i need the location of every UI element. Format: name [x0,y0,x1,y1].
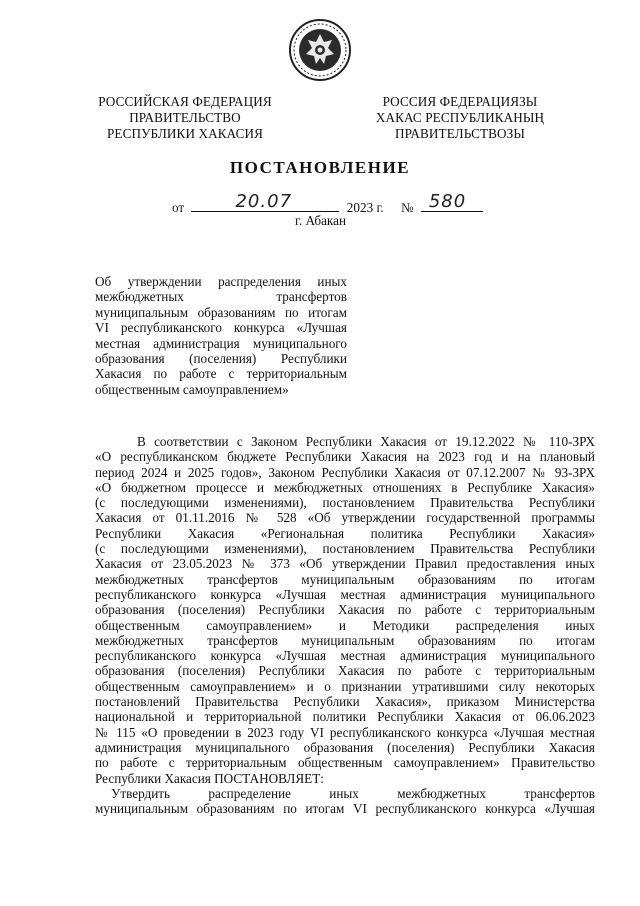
subject-line: межбюджетных трансфертов [95,289,347,305]
subject-line: VI республиканского конкурса «Лучшая [95,320,347,336]
header-left-line: РЕСПУБЛИКИ ХАКАСИЯ [107,126,263,141]
body-line: постановлений Правительства Республики Хакасия», приказом Министерства [95,694,595,710]
body-line: национальной и территориальной политики Республики Хакасия от 06.06.2023 [95,709,595,725]
body-line: (с последующими изменениями), постановлением Правительства Республики [95,541,595,557]
body-text [95,434,595,816]
body-line: межбюджетных трансфертов муниципальным образованиям по итогам [95,632,595,648]
year-label: 2023 г. [346,200,384,215]
body-line: общественным самоуправлением» и Методики распределения иных [95,617,595,633]
number-field [421,191,483,212]
coat-of-arms-emblem-icon [288,18,352,82]
subject-line: местная администрация муниципального [95,335,347,351]
subject-line: общественным самоуправлением» [95,381,289,397]
header-right-line: ХАКАС РЕСПУБЛИКАНЫҢ [375,110,545,125]
subject-line: муниципальным образованиям по итогам [95,304,347,320]
body-line: В соответствии с Законом Республики Хакасия от 19.12.2022 № 110-ЗРХ [137,434,595,449]
header-right-block [360,94,560,142]
document-title: ПОСТАНОВЛЕНИЕ [229,158,411,177]
body-line: № 115 «О проведении в 2023 году VI республиканского конкурса «Лучшая местная [95,724,595,740]
subject-block [95,274,347,397]
date-field [191,191,339,212]
body-line: «О республиканском бюджете Республики Хакасия на 2023 год и на плановый [95,449,595,465]
city-label: г. Абакан [295,213,347,228]
body-line: Республики Хакасия «Региональная политика Республики Хакасия» [95,525,595,541]
subject-line: Об утверждении распределения иных [95,274,347,289]
body-line: период 2024 и 2025 годов», Законом Республики Хакасия от 07.12.2007 № 93-ЗРХ [95,464,595,480]
number-sign: № [400,200,414,215]
body-line: Хакасия от 01.11.2016 № 528 «Об утверждении государственной программы [95,510,595,526]
date-handwritten: 20.07 [235,191,293,212]
body-line: муниципальным образованиям по итогам VI республиканского конкурса «Лучшая [95,801,595,817]
body-line: администрация муниципального образования (поселения) Республики Хакасия [95,739,595,755]
body-line: общественным самоуправлением» и о признании утратившими силу некоторых [95,678,595,694]
subject-line: образования (поселения) Республики [95,351,347,367]
header-right-line: ПРАВИТЕЛЬСТВОЗЫ [395,126,525,141]
body-line: республиканского конкурса «Лучшая местная администрация муниципального [95,648,595,664]
body-line: (с последующими изменениями), постановлением Правительства Республики [95,495,595,511]
subject-line: Хакасия по работе с территориальным [95,366,347,382]
date-prefix: от [172,200,185,215]
body-line: межбюджетных трансфертов муниципальным образованиям по итогам [95,571,595,587]
number-handwritten: 580 [428,191,467,212]
body-line: по работе с территориальным общественным самоуправлением» Правительство [95,755,595,771]
body-line: «О бюджетном процессе и межбюджетных отношениях в Республике Хакасия» [95,479,595,495]
header-left-block [82,94,288,142]
body-line: республиканского конкурса «Лучшая местная администрация муниципального [95,586,595,602]
body-line: Хакасия от 23.05.2023 № 373 «Об утверждении Правил предоставления иных [95,556,595,572]
body-line: образования (поселения) Республики Хакасия по работе с территориальным [95,602,595,618]
header-left-line: ПРАВИТЕЛЬСТВО [129,110,241,125]
body-line: Республики Хакасия ПОСТАНОВЛЯЕТ: [95,770,324,786]
body-line: образования (поселения) Республики Хакасия по работе с территориальным [95,663,595,679]
header-left-line: РОССИЙСКАЯ ФЕДЕРАЦИЯ [98,94,272,109]
header-right-line: РОССИЯ ФЕДЕРАЦИЯЗЫ [382,94,538,109]
body-line: Утвердить распределение иных межбюджетных трансфертов [111,785,595,801]
